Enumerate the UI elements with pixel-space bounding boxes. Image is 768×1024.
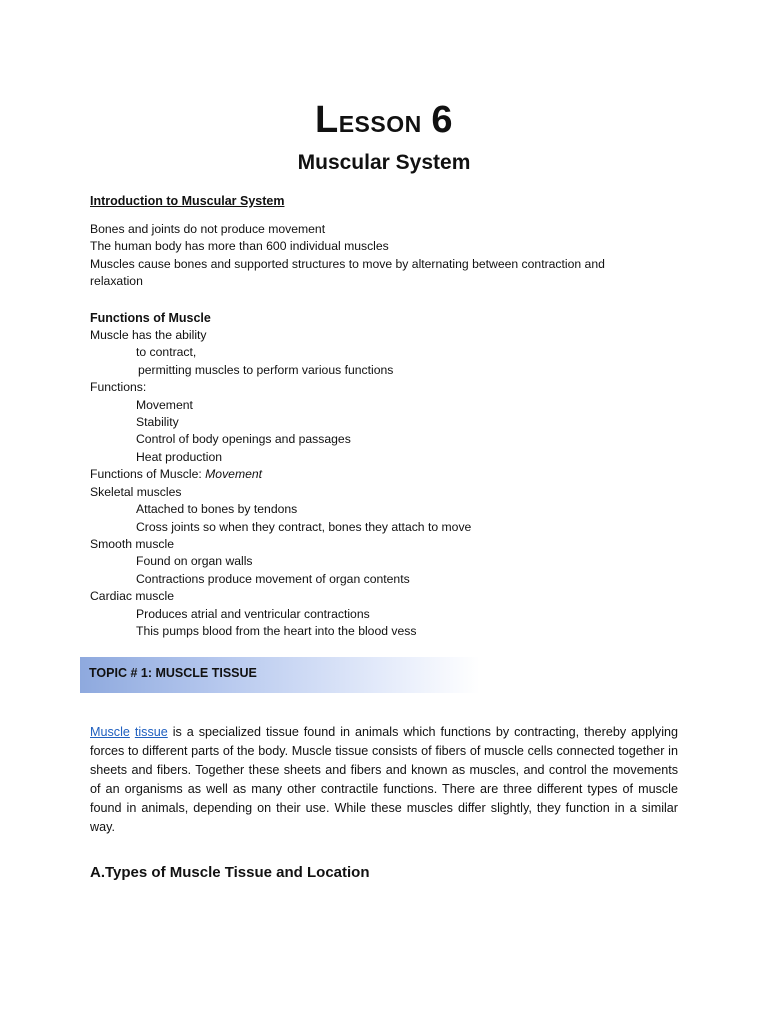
muscle-tissue-paragraph [90, 723, 678, 837]
movement-word: Movement [205, 467, 263, 482]
function-item: Stability [136, 415, 179, 430]
ability-item: permitting muscles to perform various functions [138, 362, 394, 377]
spacer [90, 291, 690, 310]
section-heading-a: A.Types of Muscle Tissue and Location [90, 864, 370, 881]
paragraph-text: is a specialized tissue found in animals which functions by contracting, thereby applying forces to different parts of the body. Muscle tissue consists of fibers of muscle cells connected together in sheets and fibers. Together these sheets and fibers and known as muscles, and control the movements of an organisms as well as many other contractile functions. There are three different types of muscle found in animals, depending on their use. While these muscles differ slightly, they function in a similar way. [90, 725, 678, 834]
skeletal-item: Attached to bones by tendons [136, 502, 298, 517]
lesson-title [0, 100, 768, 141]
intro-line: Muscles cause bones and supported structures to move by alternating between contraction and relaxation [90, 256, 605, 289]
cardiac-item: This pumps blood from the heart into the blood vess [136, 623, 417, 638]
intro-heading: Introduction to Muscular System [90, 194, 285, 208]
skeletal-heading: Skeletal muscles [90, 484, 182, 499]
function-item: Movement [136, 397, 193, 412]
topic-label: TOPIC # 1: MUSCLE TISSUE [89, 666, 257, 680]
body-lines [90, 221, 690, 640]
cardiac-heading: Cardiac muscle [90, 589, 174, 604]
lesson-number: 6 [431, 99, 454, 141]
intro-line: The human body has more than 600 individual muscles [90, 239, 389, 254]
tissue-link[interactable]: tissue [134, 725, 168, 739]
function-item: Heat production [136, 449, 223, 464]
intro-line: Bones and joints do not produce movement [90, 222, 326, 236]
smooth-heading: Smooth muscle [90, 536, 174, 551]
page-subtitle: Muscular System [297, 151, 471, 174]
lesson-first-letter: L [314, 99, 339, 141]
lesson-word-rest: esson [338, 102, 422, 139]
muscle-link[interactable]: Muscle [90, 725, 130, 739]
cardiac-item: Produces atrial and ventricular contractions [136, 606, 370, 621]
functions-label: Functions: [90, 380, 147, 395]
ability-item: to contract, [136, 345, 197, 360]
ability-line: Muscle has the ability [90, 328, 207, 343]
smooth-item: Found on organ walls [136, 554, 253, 569]
functions-heading: Functions of Muscle [90, 310, 211, 325]
topic-banner [80, 657, 480, 693]
smooth-item: Contractions produce movement of organ contents [136, 571, 410, 586]
function-item: Control of body openings and passages [136, 432, 351, 447]
movement-line [90, 466, 690, 483]
skeletal-item: Cross joints so when they contract, bones they attach to move [136, 519, 472, 534]
movement-label: Functions of Muscle: [90, 467, 206, 482]
